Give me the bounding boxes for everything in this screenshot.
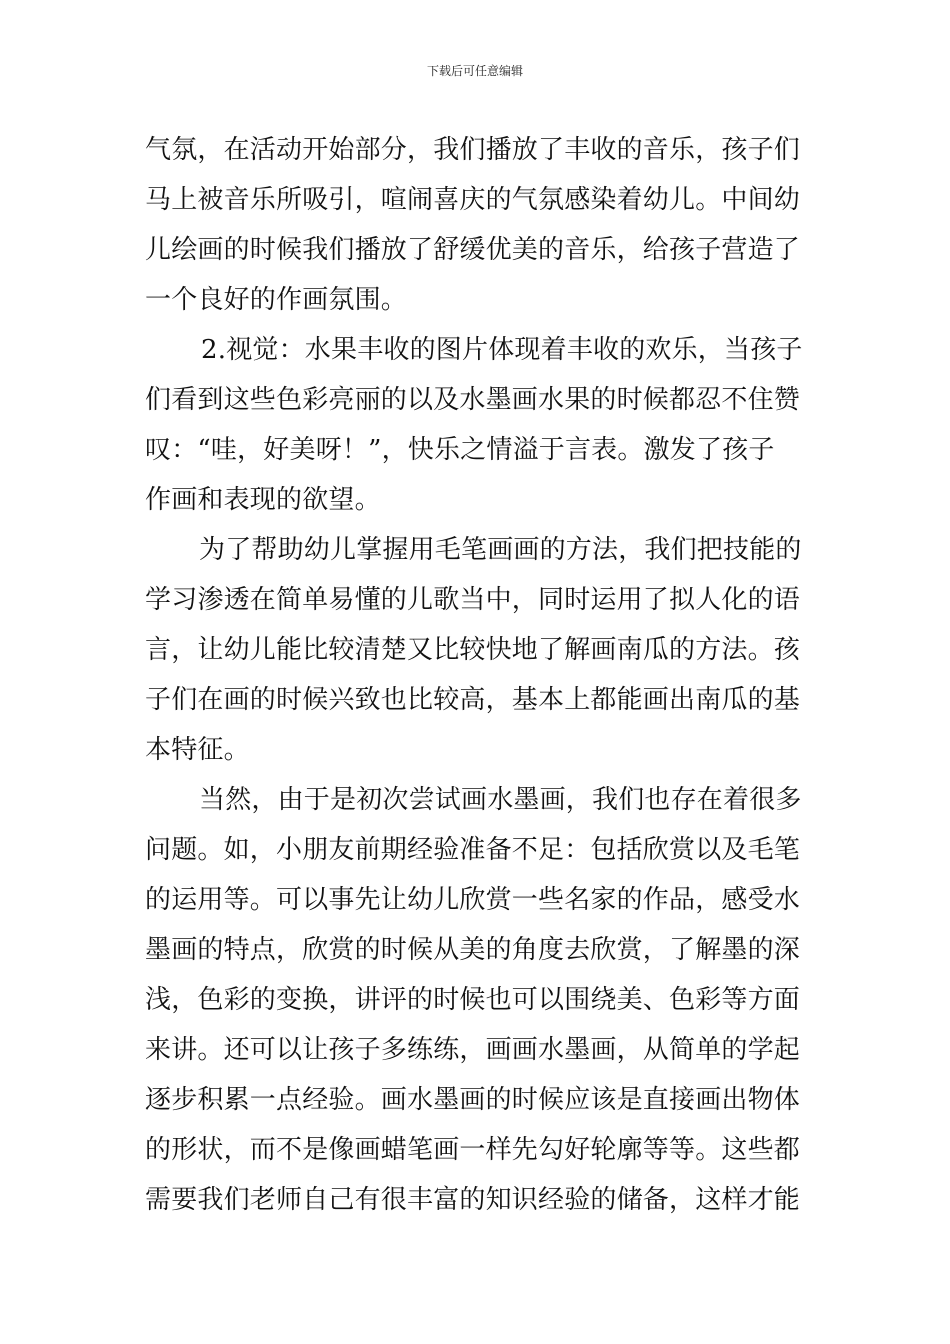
text-line: 的形状，而不是像画蜡笔画一样先勾好轮廓等等。这些都 <box>145 1135 801 1165</box>
page-header-watermark: 下载后可任意编辑 <box>426 64 523 78</box>
text-line: 言，让幼儿能比较清楚又比较快地了解画南瓜的方法。孩 <box>145 635 801 665</box>
text-line: 本特征。 <box>145 735 250 765</box>
text-line: 的运用等。可以事先让幼儿欣赏一些名家的作品，感受水 <box>145 885 801 915</box>
text-line: 作画和表现的欲望。 <box>145 485 381 515</box>
text-line: 为了帮助幼儿掌握用毛笔画画的方法，我们把技能的 <box>199 535 802 565</box>
text-line: 儿绘画的时候我们播放了舒缓优美的音乐，给孩子营造了 <box>145 235 801 265</box>
text-line: 逐步积累一点经验。画水墨画的时候应该是直接画出物体 <box>145 1085 801 1115</box>
text-line: 来讲。还可以让孩子多练练，画画水墨画，从简单的学起 <box>145 1035 801 1065</box>
text-line: 学习渗透在简单易懂的儿歌当中，同时运用了拟人化的语 <box>145 585 801 615</box>
text-line: 墨画的特点，欣赏的时候从美的角度去欣赏，了解墨的深 <box>145 935 801 965</box>
text-line: 们看到这些色彩亮丽的以及水墨画水果的时候都忍不住赞 <box>145 385 801 415</box>
text-line: 叹：“哇，好美呀！”，快乐之情溢于言表。激发了孩子 <box>145 435 775 465</box>
text-line: 浅，色彩的变换，讲评的时候也可以围绕美、色彩等方面 <box>145 985 801 1015</box>
text-line: 需要我们老师自己有很丰富的知识经验的储备，这样才能 <box>145 1185 801 1215</box>
text-line: 2.视觉：水果丰收的图片体现着丰收的欢乐，当孩子 <box>201 335 803 365</box>
text-line: 一个良好的作画氛围。 <box>145 285 408 315</box>
text-line: 子们在画的时候兴致也比较高，基本上都能画出南瓜的基 <box>145 685 801 715</box>
text-line: 问题。如，小朋友前期经验准备不足：包括欣赏以及毛笔 <box>145 835 801 865</box>
text-line: 马上被音乐所吸引，喧闹喜庆的气氛感染着幼儿。中间幼 <box>145 185 801 215</box>
text-line: 当然，由于是初次尝试画水墨画，我们也存在着很多 <box>199 785 802 815</box>
text-line: 气氛，在活动开始部分，我们播放了丰收的音乐，孩子们 <box>145 135 801 165</box>
